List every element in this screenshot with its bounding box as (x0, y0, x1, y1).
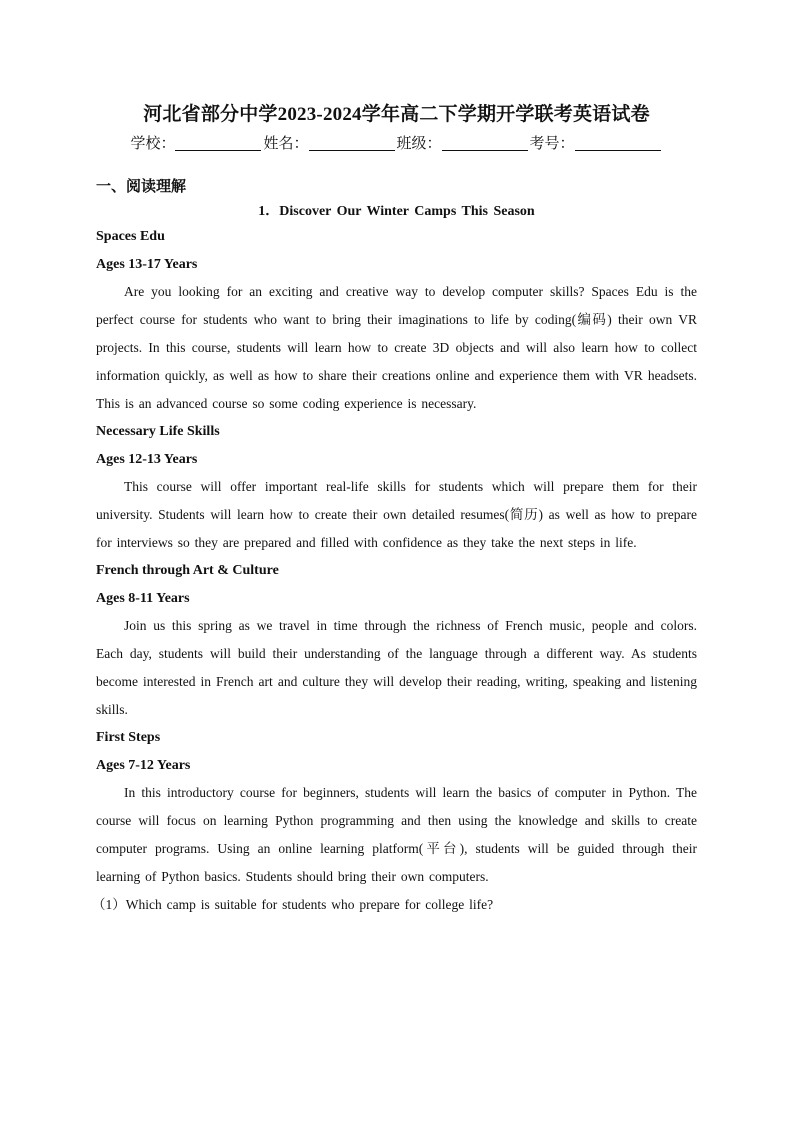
camp-name: Necessary Life Skills (96, 424, 220, 439)
name-label: 姓名： (263, 136, 309, 152)
camp-description: This course will offer important real-life skills for students which will prepare them for their university. Students will learn how to create their own detailed resumes(简历) as well as how to prepare for interviews so they are prepared and filled with confidence as they take the next steps in life. (96, 479, 697, 550)
camp-name: Spaces Edu (96, 229, 165, 244)
camp-block-life-skills (96, 418, 697, 557)
passage-title: 1．Discover Our Winter Camps This Season (258, 204, 535, 219)
camp-block-spaces-edu (96, 223, 697, 418)
class-blank (442, 135, 528, 151)
camp-name: French through Art & Culture (96, 563, 279, 578)
camp-description: Are you looking for an exciting and creative way to develop computer skills? Spaces Edu is the perfect course for students who want to bring their imaginations to life by coding(编码) their own VR projects. In this course, students will learn how to create 3D objects and will also learn how to collect information quickly, as well as how to share their creations online and experience them with VR headsets. This is an advanced course so some coding experience is necessary. (96, 284, 697, 411)
exam-number-label: 考号： (529, 136, 575, 152)
exam-number-blank (575, 135, 661, 151)
camp-ages: Ages 7-12 Years (96, 757, 191, 773)
student-info-line (96, 132, 697, 156)
exam-page (92, 100, 697, 918)
camp-ages: Ages 8-11 Years (96, 590, 190, 606)
camp-ages: Ages 13-17 Years (96, 256, 198, 272)
camp-ages: Ages 12-13 Years (96, 451, 198, 467)
school-label: 学校： (130, 136, 176, 152)
camp-name: First Steps (96, 730, 161, 745)
exam-title: 河北省部分中学2023-2024学年高二下学期开学联考英语试卷 (143, 104, 650, 125)
camp-block-first-steps (96, 724, 697, 891)
section-heading: 一、阅读理解 (96, 179, 187, 195)
camp-description: In this introductory course for beginners, students will learn the basics of computer in Python. The course will focus on learning Python programming and then using the knowledge and skills to create computer programs. Using an online learning platform(平台), students will be guided through their learning of Python basics. Students should bring their own computers. (96, 785, 697, 884)
camp-block-french (96, 557, 697, 724)
name-blank (309, 135, 395, 151)
camp-description: Join us this spring as we travel in time through the richness of French music, people and colors. Each day, students will build their understanding of the language through a different way. As students become interested in French art and culture they will develop their reading, writing, speaking and listening skills. (96, 618, 697, 717)
question-1: （1）Which camp is suitable for students who prepare for college life? (92, 897, 494, 912)
class-label: 班级： (396, 136, 442, 152)
school-blank (175, 135, 261, 151)
